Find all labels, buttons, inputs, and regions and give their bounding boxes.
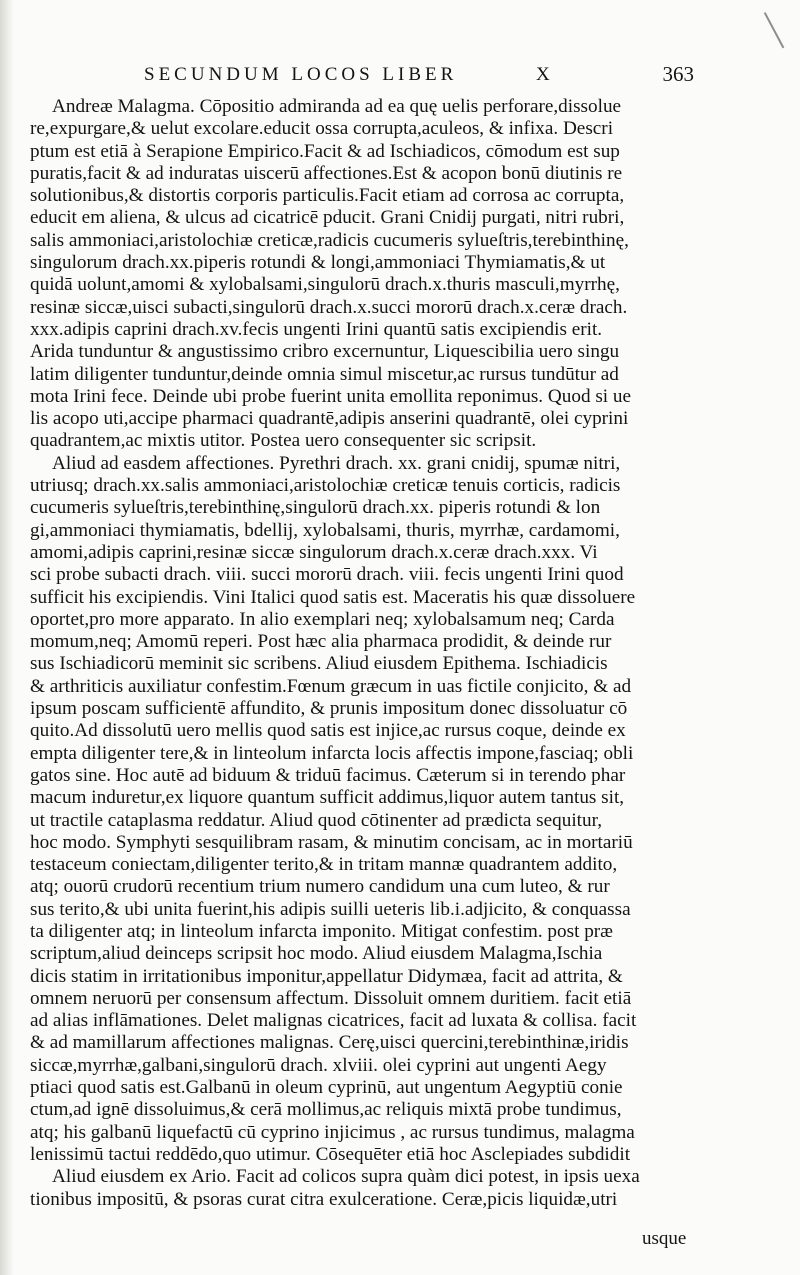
text-line: ptum est etiā à Serapione Empirico.Facit & ad Ischiadicos, cōmodum est sup — [30, 140, 620, 162]
text-line: empta diligenter tere,& in linteolum infarcta locis affectis impone,fasciaq; obli — [30, 742, 634, 764]
text-line: resinæ siccæ,uisci subacti,singulorū drach.x.succi mororū drach.x.ceræ drach. — [30, 296, 628, 318]
text-line: omnem neruorū per consensum affectum. Dissoluit omnem duritiem. facit etiā — [30, 987, 632, 1009]
text-line: quadrantem,ac mixtis utitor. Postea uero consequenter sic scripsit. — [30, 430, 537, 452]
running-head: SECUNDUM LOCOS LIBER — [144, 64, 458, 85]
catchword: usque — [642, 1228, 687, 1249]
text-line: singulorum drach.xx.piperis rotundi & longi,ammoniaci Thymiamatis,& ut — [30, 252, 606, 274]
page-header — [58, 62, 694, 92]
page-number: 363 — [662, 62, 694, 86]
text-line: puratis,facit & ad induratas uiscerū affectiones.Est & acopon bonū diutinis re — [30, 162, 623, 184]
body-text — [30, 96, 690, 1211]
text-line: lis acopo uti,accipe pharmaci quadrantē,adipis anserini quadrantē, olei cyprini — [30, 408, 629, 430]
margin-ink-mark — [764, 4, 800, 49]
book-number: X — [536, 64, 552, 85]
text-line: re,expurgare,& uelut excolare.educit ossa corrupta,aculeos, & infixa. Descri — [30, 118, 614, 140]
text-line: sufficit his excipiendis. Vini Italici quod satis est. Maceratis his quæ dissoluere — [30, 586, 636, 608]
text-line: utriusq; drach.xx.salis ammoniaci,aristolochiæ creticæ tenuis corticis, radicis — [30, 475, 621, 497]
text-line: educit em aliena, & ulcus ad cicatricē pducit. Grani Cnidij purgati, nitri rubri, — [30, 207, 625, 229]
text-line: momum,neq; Amomū reperi. Post hæc alia pharmaca prodidit, & deinde rur — [30, 631, 612, 653]
text-line: gatos sine. Hoc autē ad biduum & triduū facimus. Cæterum si in terendo phar — [30, 764, 626, 786]
text-line: solutionibus,& distortis corporis particulis.Facit etiam ad corrosa ac corrupta, — [30, 185, 625, 207]
text-line: Andreæ Malagma. Cōpositio admiranda ad ea quę uelis perforare,dissolue — [52, 96, 622, 117]
text-line: testaceum coniectam,diligenter terito,& in tritam mannæ quadrantem addito, — [30, 854, 618, 876]
spine-shadow — [0, 0, 14, 1275]
text-line: Arida tunduntur & angustissimo cribro excernuntur, Liquescibilia uero singu — [30, 341, 620, 363]
text-line: cucumeris sylueſtris,terebinthinę,singulorū drach.xx. piperis rotundi & lon — [30, 497, 601, 519]
text-line: oportet,pro more apparato. In alio exemplari neq; xylobalsamum neq; Carda — [30, 608, 615, 630]
text-line: atq; ouorū crudorū recentium trium numero candidum una cum luteo, & rur — [30, 876, 610, 898]
text-line: xxx.adipis caprini drach.xv.fecis ungenti Irini quantū satis excipiendis erit. — [30, 318, 603, 340]
text-line: scriptum,aliud deinceps scripsit hoc modo. Aliud eiusdem Malagma,Ischia — [30, 943, 603, 965]
text-line: sus Ischiadicorū meminit sic scribens. Aliud eiusdem Epithema. Ischiadicis — [30, 653, 608, 675]
text-line: ut tractile cataplasma reddatur. Aliud quod cōtinenter ad prædicta sequitur, — [30, 809, 603, 831]
text-line: siccæ,myrrhæ,galbani,singulorū drach. xlviii. olei cyprini aut ungenti Aegy — [30, 1054, 607, 1076]
text-line: ipsum poscam sufficientē affundito, & prunis impositum donec dissoluatur cō — [30, 698, 628, 720]
text-line: tionibus impositū, & psoras curat citra exulceratione. Ceræ,picis liquidæ,utri — [30, 1188, 618, 1210]
text-line: & arthriticis auxiliatur confestim.Fœnum græcum in uas fictile conjicito, & ad — [30, 675, 632, 697]
text-line: ptiaci quod satis est.Galbanū in oleum cyprinū, aut ungentum Aegyptiū conie — [30, 1077, 623, 1099]
text-line: ctum,ad ignē dissoluimus,& cerā mollimus,ac reliquis mixtā probe tundimus, — [30, 1099, 622, 1121]
text-line: amomi,adipis caprini,resinæ siccæ singulorum drach.x.ceræ drach.xxx. Vi — [30, 541, 598, 563]
text-line: quidā uolunt,amomi & xylobalsami,singulorū drach.x.thuris masculi,myrrhę, — [30, 274, 620, 296]
text-line: atq; his galbanū liquefactū cū cyprino injicimus , ac rursus tundimus, malagma — [30, 1121, 635, 1143]
text-line: Aliud ad easdem affectiones. Pyrethri drach. xx. grani cnidij, spumæ nitri, — [52, 452, 621, 474]
text-line: sci probe subacti drach. viii. succi mororū drach. viii. fecis ungenti Irini quod — [30, 564, 624, 586]
text-line: quito.Ad dissolutū uero mellis quod satis est injice,ac rursus coque, deinde ex — [30, 720, 626, 742]
text-line: Aliud eiusdem ex Ario. Facit ad colicos supra quàm dici potest, in ipsis uexa — [52, 1166, 640, 1188]
text-line: sus terito,& ubi unita fuerint,his adipis suilli ueteris lib.i.adjicito, & conquassa — [30, 898, 631, 920]
text-line: hoc modo. Symphyti sesquilibram rasam, & minutim concisam, ac in mortariū — [30, 831, 633, 853]
text-line: salis ammoniaci,aristolochiæ creticæ,radicis cucumeris sylueſtris,terebinthinę, — [30, 229, 629, 251]
text-line: macum induretur,ex liquore quantum sufficit addimus,liquor autem tantus sit, — [30, 787, 625, 809]
text-line: latim diligenter tunduntur,deinde omnia simul miscetur,ac rursus tundūtur ad — [30, 363, 619, 385]
text-line: gi,ammoniaci thymiamatis, bdellij, xylobalsami, thuris, myrrhæ, cardamomi, — [30, 519, 620, 541]
text-line: lenissimū tactui reddēdo,quo utimur. Cōsequēter etiā hoc Asclepiades subdidit — [30, 1143, 631, 1165]
text-line: ad alias inflāmationes. Delet malignas cicatrices, facit ad luxata & collisa. facit — [30, 1010, 637, 1032]
text-line: ta diligenter atq; in linteolum infarcta imponito. Mitigat confestim. post præ — [30, 920, 613, 942]
text-line: & ad mamillarum affectiones malignas. Cerę,uisci quercini,terebinthinæ,iridis — [30, 1032, 629, 1054]
text-line: mota Irini fece. Deinde ubi probe fuerint unita emollita reponimus. Quod si ue — [30, 385, 632, 407]
text-line: dicis statim in irritationibus imponitur,appellatur Didymæa, facit ad attrita, & — [30, 965, 623, 987]
